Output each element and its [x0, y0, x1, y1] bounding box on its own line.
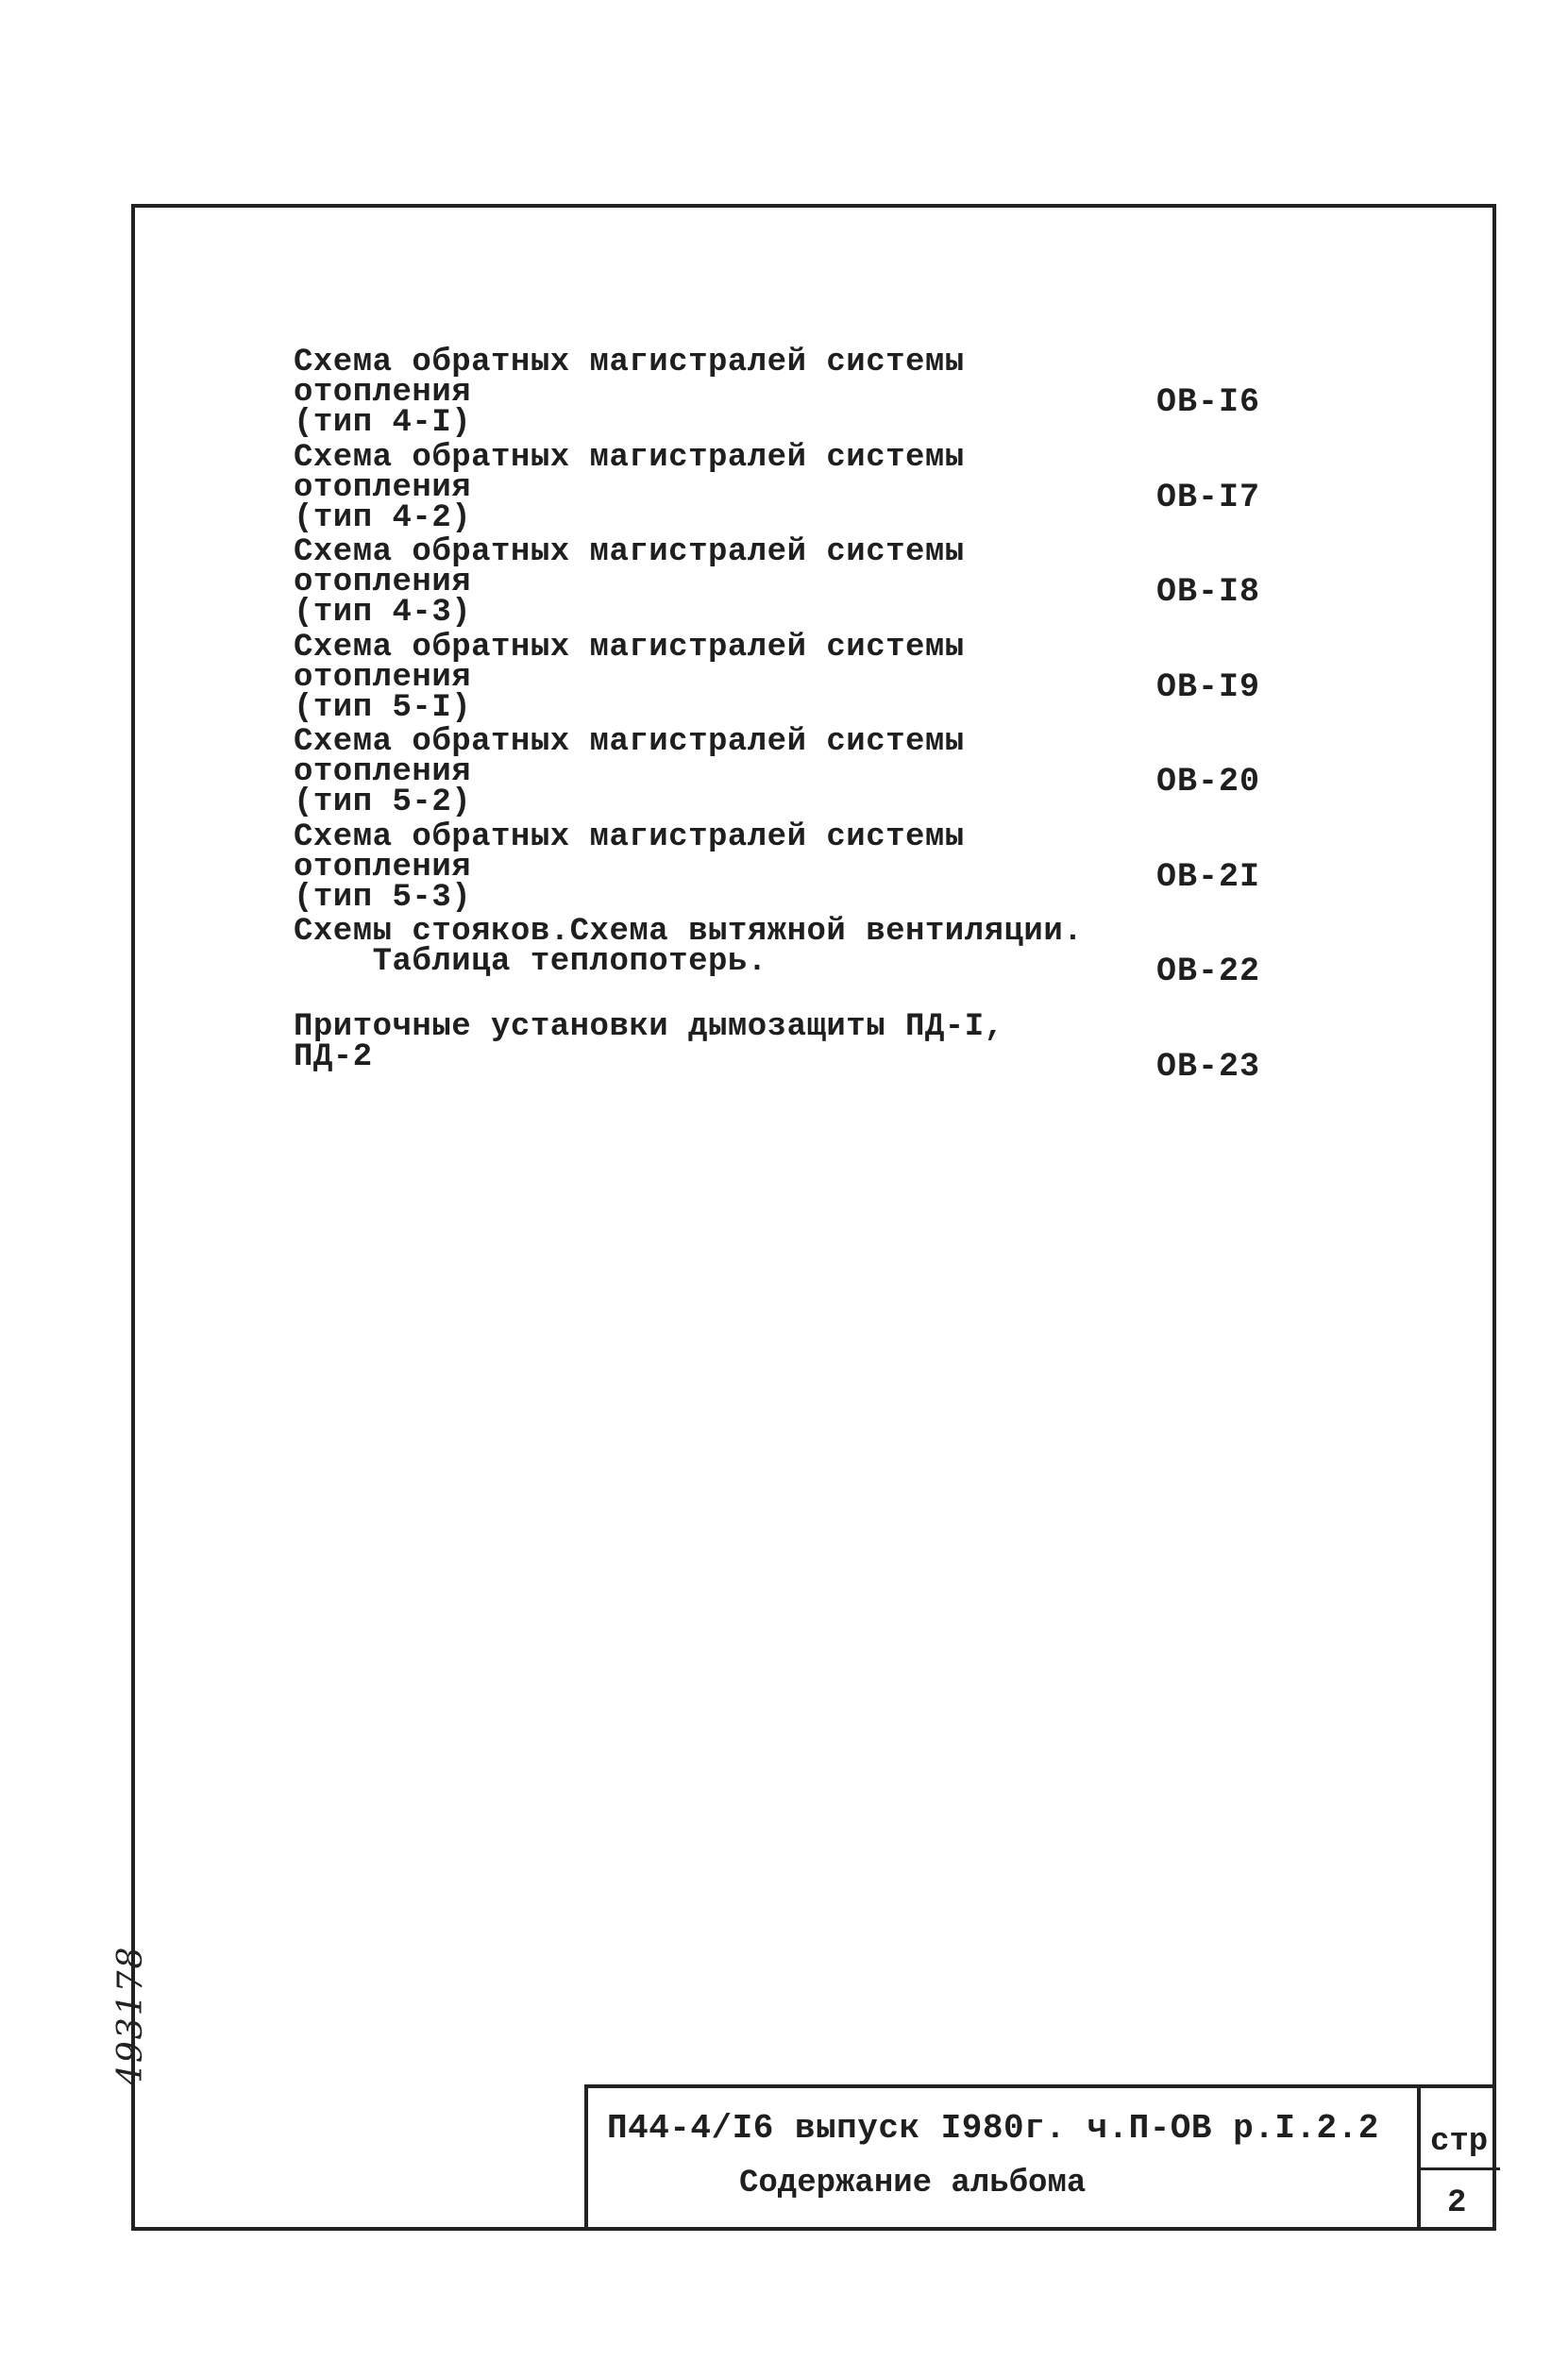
entry-title: Схема обратных магистралей системы отопления (тип 4-2): [294, 440, 965, 536]
entry-sheet-code: ОВ-20: [1156, 763, 1261, 801]
entry-title: Схема обратных магистралей системы отопления (тип 5-2): [294, 724, 965, 820]
contents-entry: [288, 630, 1279, 726]
contents-entry: [288, 724, 1279, 820]
contents-entry: [288, 914, 1279, 992]
entry-title: Схема обратных магистралей системы отопления (тип 5-I): [294, 630, 965, 726]
entry-title: Схема обратных магистралей системы отопления (тип 4-I): [294, 345, 965, 441]
entry-title: Схемы стояков.Схема вытяжной вентиляции. Таблица теплопотерь.: [294, 914, 1084, 980]
title-block: [584, 2084, 1496, 2231]
contents-entry: [288, 440, 1279, 536]
contents-entry: [288, 534, 1279, 631]
entry-title: Приточные установки дымозащиты ПД-I, ПД-2: [294, 1009, 1004, 1075]
contents-entry: [288, 1009, 1279, 1088]
contents-entry: [288, 819, 1279, 916]
entry-sheet-code: ОВ-I9: [1156, 668, 1261, 706]
entry-title: Схема обратных магистралей системы отопления (тип 4-3): [294, 534, 965, 631]
entry-sheet-code: ОВ-23: [1156, 1048, 1261, 1086]
title-block-divider: [1417, 2088, 1421, 2231]
entry-sheet-code: ОВ-I6: [1156, 383, 1261, 421]
entry-sheet-code: ОВ-22: [1156, 953, 1261, 990]
entry-sheet-code: ОВ-2I: [1156, 858, 1261, 896]
page-number: 2: [1447, 2185, 1467, 2221]
document-code: П44-4/I6 выпуск I980г. ч.П-ОВ р.I.2.2: [607, 2109, 1379, 2148]
entry-title: Схема обратных магистралей системы отопления (тип 5-3): [294, 819, 965, 916]
entry-sheet-code: ОВ-I7: [1156, 479, 1261, 516]
inventory-number: 493178: [111, 1945, 150, 2086]
contents-entry: [288, 345, 1279, 441]
title-block-page-divider: [1419, 2167, 1500, 2170]
page-label: стр: [1430, 2124, 1489, 2160]
document-title: Содержание альбома: [739, 2166, 1087, 2201]
entry-sheet-code: ОВ-I8: [1156, 573, 1261, 611]
